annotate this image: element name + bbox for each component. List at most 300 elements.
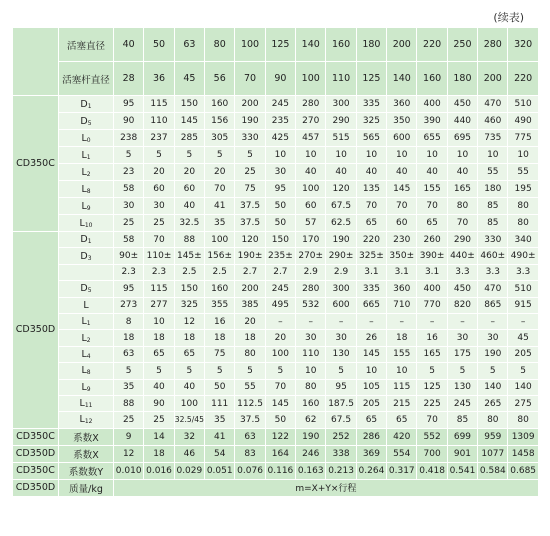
coefficient-value: 83 bbox=[235, 445, 265, 462]
dimension-value: 5 bbox=[205, 363, 235, 379]
dimension-value: 360 bbox=[387, 96, 417, 113]
header-value: 320 bbox=[508, 28, 538, 62]
dimension-value: 58 bbox=[114, 181, 144, 198]
dimension-value: 532 bbox=[296, 297, 326, 313]
dimension-value: 385 bbox=[235, 297, 265, 313]
dimension-symbol bbox=[59, 412, 114, 428]
dimension-value: 80 bbox=[508, 412, 538, 428]
model-label: CD350D bbox=[13, 232, 59, 429]
dimension-value: 35 bbox=[205, 215, 235, 232]
dimension-value: 155 bbox=[387, 346, 417, 362]
coefficient-value: 700 bbox=[417, 445, 447, 462]
dimension-value: 55 bbox=[235, 379, 265, 395]
dimension-value: 25 bbox=[114, 215, 144, 232]
dimension-value: 290 bbox=[326, 113, 356, 130]
coefficient-label: 质量/kg bbox=[59, 479, 114, 496]
dimension-value: 60 bbox=[296, 198, 326, 215]
dimension-value: 30 bbox=[114, 198, 144, 215]
dimension-value: 18 bbox=[235, 330, 265, 346]
dimension-value: 35 bbox=[205, 412, 235, 428]
dimension-value: 10 bbox=[508, 147, 538, 164]
dimension-value: 10 bbox=[356, 363, 386, 379]
dimension-value: 80 bbox=[296, 379, 326, 395]
dimension-row bbox=[13, 96, 539, 113]
dimension-value: – bbox=[447, 313, 477, 329]
dimension-value: 145± bbox=[174, 248, 204, 264]
dimension-value: 10 bbox=[417, 147, 447, 164]
coefficient-value: 0.264 bbox=[356, 462, 386, 479]
dimension-value: 35 bbox=[114, 379, 144, 395]
dimension-value: 30 bbox=[144, 198, 174, 215]
dimension-value: 305 bbox=[205, 130, 235, 147]
dimension-value: 88 bbox=[114, 395, 144, 411]
dimension-value: 270 bbox=[296, 113, 326, 130]
dimension-value: 3.3 bbox=[447, 264, 477, 280]
dimension-value: – bbox=[326, 313, 356, 329]
model-label: CD350C bbox=[13, 428, 59, 445]
dimension-value: 95 bbox=[114, 281, 144, 297]
dimension-value: 3.3 bbox=[508, 264, 538, 280]
dimension-row bbox=[13, 113, 539, 130]
header-value: 40 bbox=[114, 28, 144, 62]
dimension-value: 18 bbox=[114, 330, 144, 346]
dimension-value: 150 bbox=[174, 96, 204, 113]
dimension-symbol bbox=[59, 215, 114, 232]
dimension-value: 5 bbox=[144, 363, 174, 379]
coefficient-value: 0.116 bbox=[265, 462, 295, 479]
dimension-row bbox=[13, 164, 539, 181]
dimension-value: 220 bbox=[356, 232, 386, 248]
coefficient-value: 0.010 bbox=[114, 462, 144, 479]
dimension-row bbox=[13, 181, 539, 198]
dimension-value: 55 bbox=[478, 164, 508, 181]
dimension-value: 10 bbox=[296, 363, 326, 379]
dimension-value: 290 bbox=[447, 232, 477, 248]
coefficient-value: 164 bbox=[265, 445, 295, 462]
dimension-value: 2.7 bbox=[265, 264, 295, 280]
dimension-symbol bbox=[59, 113, 114, 130]
dimension-value: 3.1 bbox=[356, 264, 386, 280]
dimension-value: 165 bbox=[417, 346, 447, 362]
dimension-symbol bbox=[59, 264, 114, 280]
dimension-value: 40 bbox=[326, 164, 356, 181]
dimension-row bbox=[13, 313, 539, 329]
dimension-value: 2.5 bbox=[174, 264, 204, 280]
dimension-value: 25 bbox=[114, 412, 144, 428]
dimension-value: 238 bbox=[114, 130, 144, 147]
dimension-value: 5 bbox=[265, 363, 295, 379]
dimension-value: 115 bbox=[144, 281, 174, 297]
dimension-value: 20 bbox=[144, 164, 174, 181]
dimension-value: 565 bbox=[356, 130, 386, 147]
dimension-symbol bbox=[59, 96, 114, 113]
dimension-value: 775 bbox=[508, 130, 538, 147]
dimension-value: 95 bbox=[265, 181, 295, 198]
coefficient-value: 1077 bbox=[478, 445, 508, 462]
header-value: 80 bbox=[205, 28, 235, 62]
coefficient-value: 338 bbox=[326, 445, 356, 462]
dimension-value: 130 bbox=[447, 379, 477, 395]
dimension-value: 100 bbox=[174, 395, 204, 411]
header-value: 140 bbox=[387, 62, 417, 96]
dimension-value: 205 bbox=[356, 395, 386, 411]
coefficient-value: 32 bbox=[174, 428, 204, 445]
dimension-value: 105 bbox=[356, 379, 386, 395]
symbol-subscript: 10 bbox=[84, 221, 93, 229]
dimension-value: 3.3 bbox=[478, 264, 508, 280]
dimension-row bbox=[13, 297, 539, 313]
dimension-value: 125 bbox=[417, 379, 447, 395]
dimension-symbol bbox=[59, 232, 114, 248]
symbol-subscript: 5 bbox=[87, 287, 92, 295]
dimension-row bbox=[13, 147, 539, 164]
dimension-value: 195 bbox=[508, 181, 538, 198]
dimension-value: 150 bbox=[265, 232, 295, 248]
dimension-value: 90± bbox=[114, 248, 144, 264]
dimension-value: 440 bbox=[447, 113, 477, 130]
dimension-value: 2.9 bbox=[296, 264, 326, 280]
coefficient-value: 12 bbox=[114, 445, 144, 462]
dimension-value: 18 bbox=[205, 330, 235, 346]
dimension-value: 90 bbox=[144, 395, 174, 411]
dimension-row bbox=[13, 198, 539, 215]
symbol-letter: L bbox=[81, 316, 87, 328]
coefficient-value: 0.051 bbox=[205, 462, 235, 479]
header-value: 56 bbox=[205, 62, 235, 96]
dimension-value: 10 bbox=[144, 313, 174, 329]
dimension-value: 215 bbox=[387, 395, 417, 411]
coefficient-label: 系数X bbox=[59, 428, 114, 445]
dimension-value: 16 bbox=[205, 313, 235, 329]
header-value: 220 bbox=[508, 62, 538, 96]
dimension-value: 95 bbox=[114, 96, 144, 113]
coefficient-value: 554 bbox=[387, 445, 417, 462]
dimension-value: 50 bbox=[265, 198, 295, 215]
dimension-value: 85 bbox=[478, 215, 508, 232]
dimension-value: 18 bbox=[387, 330, 417, 346]
dimension-value: – bbox=[387, 313, 417, 329]
dimension-value: 58 bbox=[114, 232, 144, 248]
dimension-value: 65 bbox=[174, 346, 204, 362]
dimension-value: 280 bbox=[296, 96, 326, 113]
coefficient-value: 14 bbox=[144, 428, 174, 445]
dimension-value: 18 bbox=[174, 330, 204, 346]
dimension-value: 60 bbox=[144, 181, 174, 198]
symbol-subscript: 1 bbox=[87, 238, 92, 246]
coefficient-value: 0.016 bbox=[144, 462, 174, 479]
coefficient-row bbox=[13, 479, 539, 496]
dimension-value: – bbox=[508, 313, 538, 329]
coefficient-value: 46 bbox=[174, 445, 204, 462]
coefficient-value: 1458 bbox=[508, 445, 538, 462]
dimension-row bbox=[13, 264, 539, 280]
coefficient-value: 286 bbox=[356, 428, 386, 445]
mass-formula: m=X+Y×行程 bbox=[114, 479, 539, 496]
dimension-value: – bbox=[296, 313, 326, 329]
dimension-value: 75 bbox=[235, 181, 265, 198]
dimension-value: 70 bbox=[265, 379, 295, 395]
dimension-value: 65 bbox=[356, 215, 386, 232]
dimension-value: 120 bbox=[326, 181, 356, 198]
coefficient-value: 0.685 bbox=[508, 462, 538, 479]
dimension-value: 100 bbox=[265, 346, 295, 362]
dimension-value: 160 bbox=[296, 395, 326, 411]
dimension-value: 50 bbox=[265, 412, 295, 428]
dimension-value: 5 bbox=[174, 147, 204, 164]
dimension-value: 110 bbox=[296, 346, 326, 362]
coefficient-value: 369 bbox=[356, 445, 386, 462]
dimension-value: 5 bbox=[417, 363, 447, 379]
dimension-value: 5 bbox=[235, 363, 265, 379]
dimension-value: 515 bbox=[326, 130, 356, 147]
dimension-value: 20 bbox=[174, 164, 204, 181]
header-value: 125 bbox=[356, 62, 386, 96]
coefficient-value: 0.213 bbox=[326, 462, 356, 479]
dimension-value: 490± bbox=[508, 248, 538, 264]
dimension-value: 32.5/45 bbox=[174, 412, 204, 428]
dimension-value: 40 bbox=[144, 379, 174, 395]
header-label: 活塞直径 bbox=[59, 28, 114, 62]
dimension-value: 65 bbox=[387, 412, 417, 428]
dimension-value: 190± bbox=[235, 248, 265, 264]
header-value: 160 bbox=[326, 28, 356, 62]
header-label: 活塞杆直径 bbox=[59, 62, 114, 96]
dimension-value: 820 bbox=[447, 297, 477, 313]
dimension-value: 25 bbox=[235, 164, 265, 181]
coefficient-value: 420 bbox=[387, 428, 417, 445]
dimension-value: 60 bbox=[387, 215, 417, 232]
symbol-subscript: 1 bbox=[86, 320, 91, 328]
dimension-value: 510 bbox=[508, 281, 538, 297]
dimension-value: 12 bbox=[174, 313, 204, 329]
dimension-value: 85 bbox=[478, 198, 508, 215]
dimension-value: 245 bbox=[265, 281, 295, 297]
dimension-value: 600 bbox=[326, 297, 356, 313]
dimension-value: 3.1 bbox=[387, 264, 417, 280]
dimension-value: 470 bbox=[478, 281, 508, 297]
dimension-value: 10 bbox=[356, 147, 386, 164]
coefficient-value: 0.418 bbox=[417, 462, 447, 479]
coefficient-value: 190 bbox=[296, 428, 326, 445]
dimension-value: 156± bbox=[205, 248, 235, 264]
header-value: 180 bbox=[447, 62, 477, 96]
header-value: 28 bbox=[114, 62, 144, 96]
dimension-symbol bbox=[59, 130, 114, 147]
dimension-value: 30 bbox=[265, 164, 295, 181]
symbol-subscript: 12 bbox=[84, 418, 93, 426]
dimension-symbol bbox=[59, 147, 114, 164]
dimension-value: 60 bbox=[174, 181, 204, 198]
symbol-letter: L bbox=[81, 381, 87, 393]
dimension-value: 235 bbox=[265, 113, 295, 130]
dimension-symbol bbox=[59, 346, 114, 362]
dimension-value: 655 bbox=[417, 130, 447, 147]
coefficient-value: 63 bbox=[235, 428, 265, 445]
dimension-value: – bbox=[417, 313, 447, 329]
dimension-value: 32.5 bbox=[174, 215, 204, 232]
coefficient-value: 18 bbox=[144, 445, 174, 462]
header-value: 250 bbox=[447, 28, 477, 62]
dimension-value: 80 bbox=[478, 412, 508, 428]
dimension-value: 5 bbox=[508, 363, 538, 379]
dimension-symbol bbox=[59, 248, 114, 264]
dimension-value: 390± bbox=[417, 248, 447, 264]
dimension-value: 335 bbox=[356, 96, 386, 113]
dimension-symbol bbox=[59, 395, 114, 411]
dimension-value: 2.7 bbox=[235, 264, 265, 280]
dimension-value: 190 bbox=[326, 232, 356, 248]
coefficient-row bbox=[13, 445, 539, 462]
dimension-value: 140 bbox=[508, 379, 538, 395]
dimension-value: 45 bbox=[508, 330, 538, 346]
dimension-value: 110± bbox=[144, 248, 174, 264]
dimension-value: 10 bbox=[478, 147, 508, 164]
symbol-letter: L bbox=[79, 398, 85, 410]
dimension-value: 110 bbox=[144, 113, 174, 130]
coefficient-value: 1309 bbox=[508, 428, 538, 445]
coefficient-value: 41 bbox=[205, 428, 235, 445]
symbol-letter: D bbox=[80, 98, 88, 110]
coefficient-value: 0.317 bbox=[387, 462, 417, 479]
dimension-value: 3.1 bbox=[417, 264, 447, 280]
dimension-value: 273 bbox=[114, 297, 144, 313]
symbol-subscript: 11 bbox=[84, 402, 93, 410]
dimension-value: 20 bbox=[205, 164, 235, 181]
dimension-value: 100 bbox=[205, 232, 235, 248]
dimension-value: 2.3 bbox=[144, 264, 174, 280]
dimension-row bbox=[13, 281, 539, 297]
dimension-value: 70 bbox=[387, 198, 417, 215]
header-value: 90 bbox=[265, 62, 295, 96]
dimension-value: 10 bbox=[447, 147, 477, 164]
dimension-value: 65 bbox=[144, 346, 174, 362]
header-value: 200 bbox=[387, 28, 417, 62]
coefficient-row bbox=[13, 428, 539, 445]
dimension-value: 25 bbox=[144, 412, 174, 428]
coefficient-value: 122 bbox=[265, 428, 295, 445]
dimension-value: 510 bbox=[508, 96, 538, 113]
symbol-subscript: 9 bbox=[86, 204, 91, 212]
dimension-value: 75 bbox=[205, 346, 235, 362]
dimension-value: 400 bbox=[417, 96, 447, 113]
symbol-subscript: 3 bbox=[87, 254, 92, 262]
dimension-value: 270± bbox=[296, 248, 326, 264]
dimension-value: 160 bbox=[205, 281, 235, 297]
dimension-value: 600 bbox=[387, 130, 417, 147]
dimension-value: 62 bbox=[296, 412, 326, 428]
dimension-value: 115 bbox=[144, 96, 174, 113]
dimension-value: 70 bbox=[417, 198, 447, 215]
dimension-value: 37.5 bbox=[235, 412, 265, 428]
dimension-row bbox=[13, 248, 539, 264]
symbol-letter: L bbox=[81, 132, 87, 144]
symbol-subscript: 9 bbox=[86, 385, 91, 393]
dimension-symbol bbox=[59, 363, 114, 379]
dimension-value: 10 bbox=[296, 147, 326, 164]
dimension-value: 425 bbox=[265, 130, 295, 147]
dimension-row bbox=[13, 395, 539, 411]
dimension-value: 290± bbox=[326, 248, 356, 264]
dimension-value: 245 bbox=[265, 96, 295, 113]
dimension-value: 490 bbox=[508, 113, 538, 130]
dimension-value: 915 bbox=[508, 297, 538, 313]
dimension-symbol bbox=[59, 198, 114, 215]
dimension-value: 865 bbox=[478, 297, 508, 313]
spec-table bbox=[12, 27, 539, 497]
coefficient-value: 0.076 bbox=[235, 462, 265, 479]
dimension-value: 237 bbox=[144, 130, 174, 147]
dimension-value: 145 bbox=[174, 113, 204, 130]
dimension-value: 40 bbox=[174, 379, 204, 395]
dimension-symbol bbox=[59, 281, 114, 297]
dimension-value: 200 bbox=[235, 96, 265, 113]
header-value: 140 bbox=[296, 28, 326, 62]
dimension-value: 355 bbox=[205, 297, 235, 313]
dimension-value: 50 bbox=[265, 215, 295, 232]
symbol-subscript: 8 bbox=[86, 369, 91, 377]
dimension-value: 2.3 bbox=[114, 264, 144, 280]
dimension-value: 10 bbox=[326, 147, 356, 164]
dimension-value: 80 bbox=[235, 346, 265, 362]
dimension-row bbox=[13, 215, 539, 232]
dimension-value: 170 bbox=[296, 232, 326, 248]
dimension-value: 70 bbox=[447, 215, 477, 232]
symbol-letter: L bbox=[81, 332, 87, 344]
dimension-value: 145 bbox=[387, 181, 417, 198]
header-value: 100 bbox=[235, 28, 265, 62]
model-label: CD350D bbox=[13, 445, 59, 462]
dimension-value: 175 bbox=[447, 346, 477, 362]
dimension-value: 25 bbox=[144, 215, 174, 232]
dimension-value: 665 bbox=[356, 297, 386, 313]
dimension-value: 350± bbox=[387, 248, 417, 264]
dimension-value: 100 bbox=[296, 181, 326, 198]
symbol-letter: L bbox=[81, 365, 87, 377]
dimension-value: 10 bbox=[387, 363, 417, 379]
dimension-value: 5 bbox=[205, 147, 235, 164]
model-label: CD350D bbox=[13, 479, 59, 496]
dimension-symbol bbox=[59, 297, 114, 313]
dimension-value: 57 bbox=[296, 215, 326, 232]
dimension-value: 37.5 bbox=[235, 198, 265, 215]
dimension-value: 80 bbox=[508, 198, 538, 215]
dimension-value: 65 bbox=[356, 412, 386, 428]
dimension-row bbox=[13, 363, 539, 379]
dimension-value: 2.9 bbox=[326, 264, 356, 280]
dimension-symbol bbox=[59, 379, 114, 395]
dimension-value: 30 bbox=[478, 330, 508, 346]
dimension-value: 710 bbox=[387, 297, 417, 313]
dimension-value: 40 bbox=[174, 198, 204, 215]
dimension-value: 165 bbox=[447, 181, 477, 198]
dimension-value: 30 bbox=[326, 330, 356, 346]
dimension-value: 5 bbox=[447, 363, 477, 379]
dimension-value: – bbox=[478, 313, 508, 329]
symbol-subscript: 1 bbox=[86, 153, 91, 161]
dimension-value: 112.5 bbox=[235, 395, 265, 411]
dimension-value: 30 bbox=[296, 330, 326, 346]
header-value: 220 bbox=[417, 28, 447, 62]
dimension-value: 80 bbox=[508, 215, 538, 232]
dimension-value: 330 bbox=[235, 130, 265, 147]
symbol-letter: L bbox=[81, 348, 87, 360]
dimension-value: 205 bbox=[508, 346, 538, 362]
dimension-value: 190 bbox=[235, 113, 265, 130]
dimension-value: 135 bbox=[356, 181, 386, 198]
dimension-value: 90 bbox=[114, 113, 144, 130]
dimension-value: 350 bbox=[387, 113, 417, 130]
dimension-value: 5 bbox=[478, 363, 508, 379]
